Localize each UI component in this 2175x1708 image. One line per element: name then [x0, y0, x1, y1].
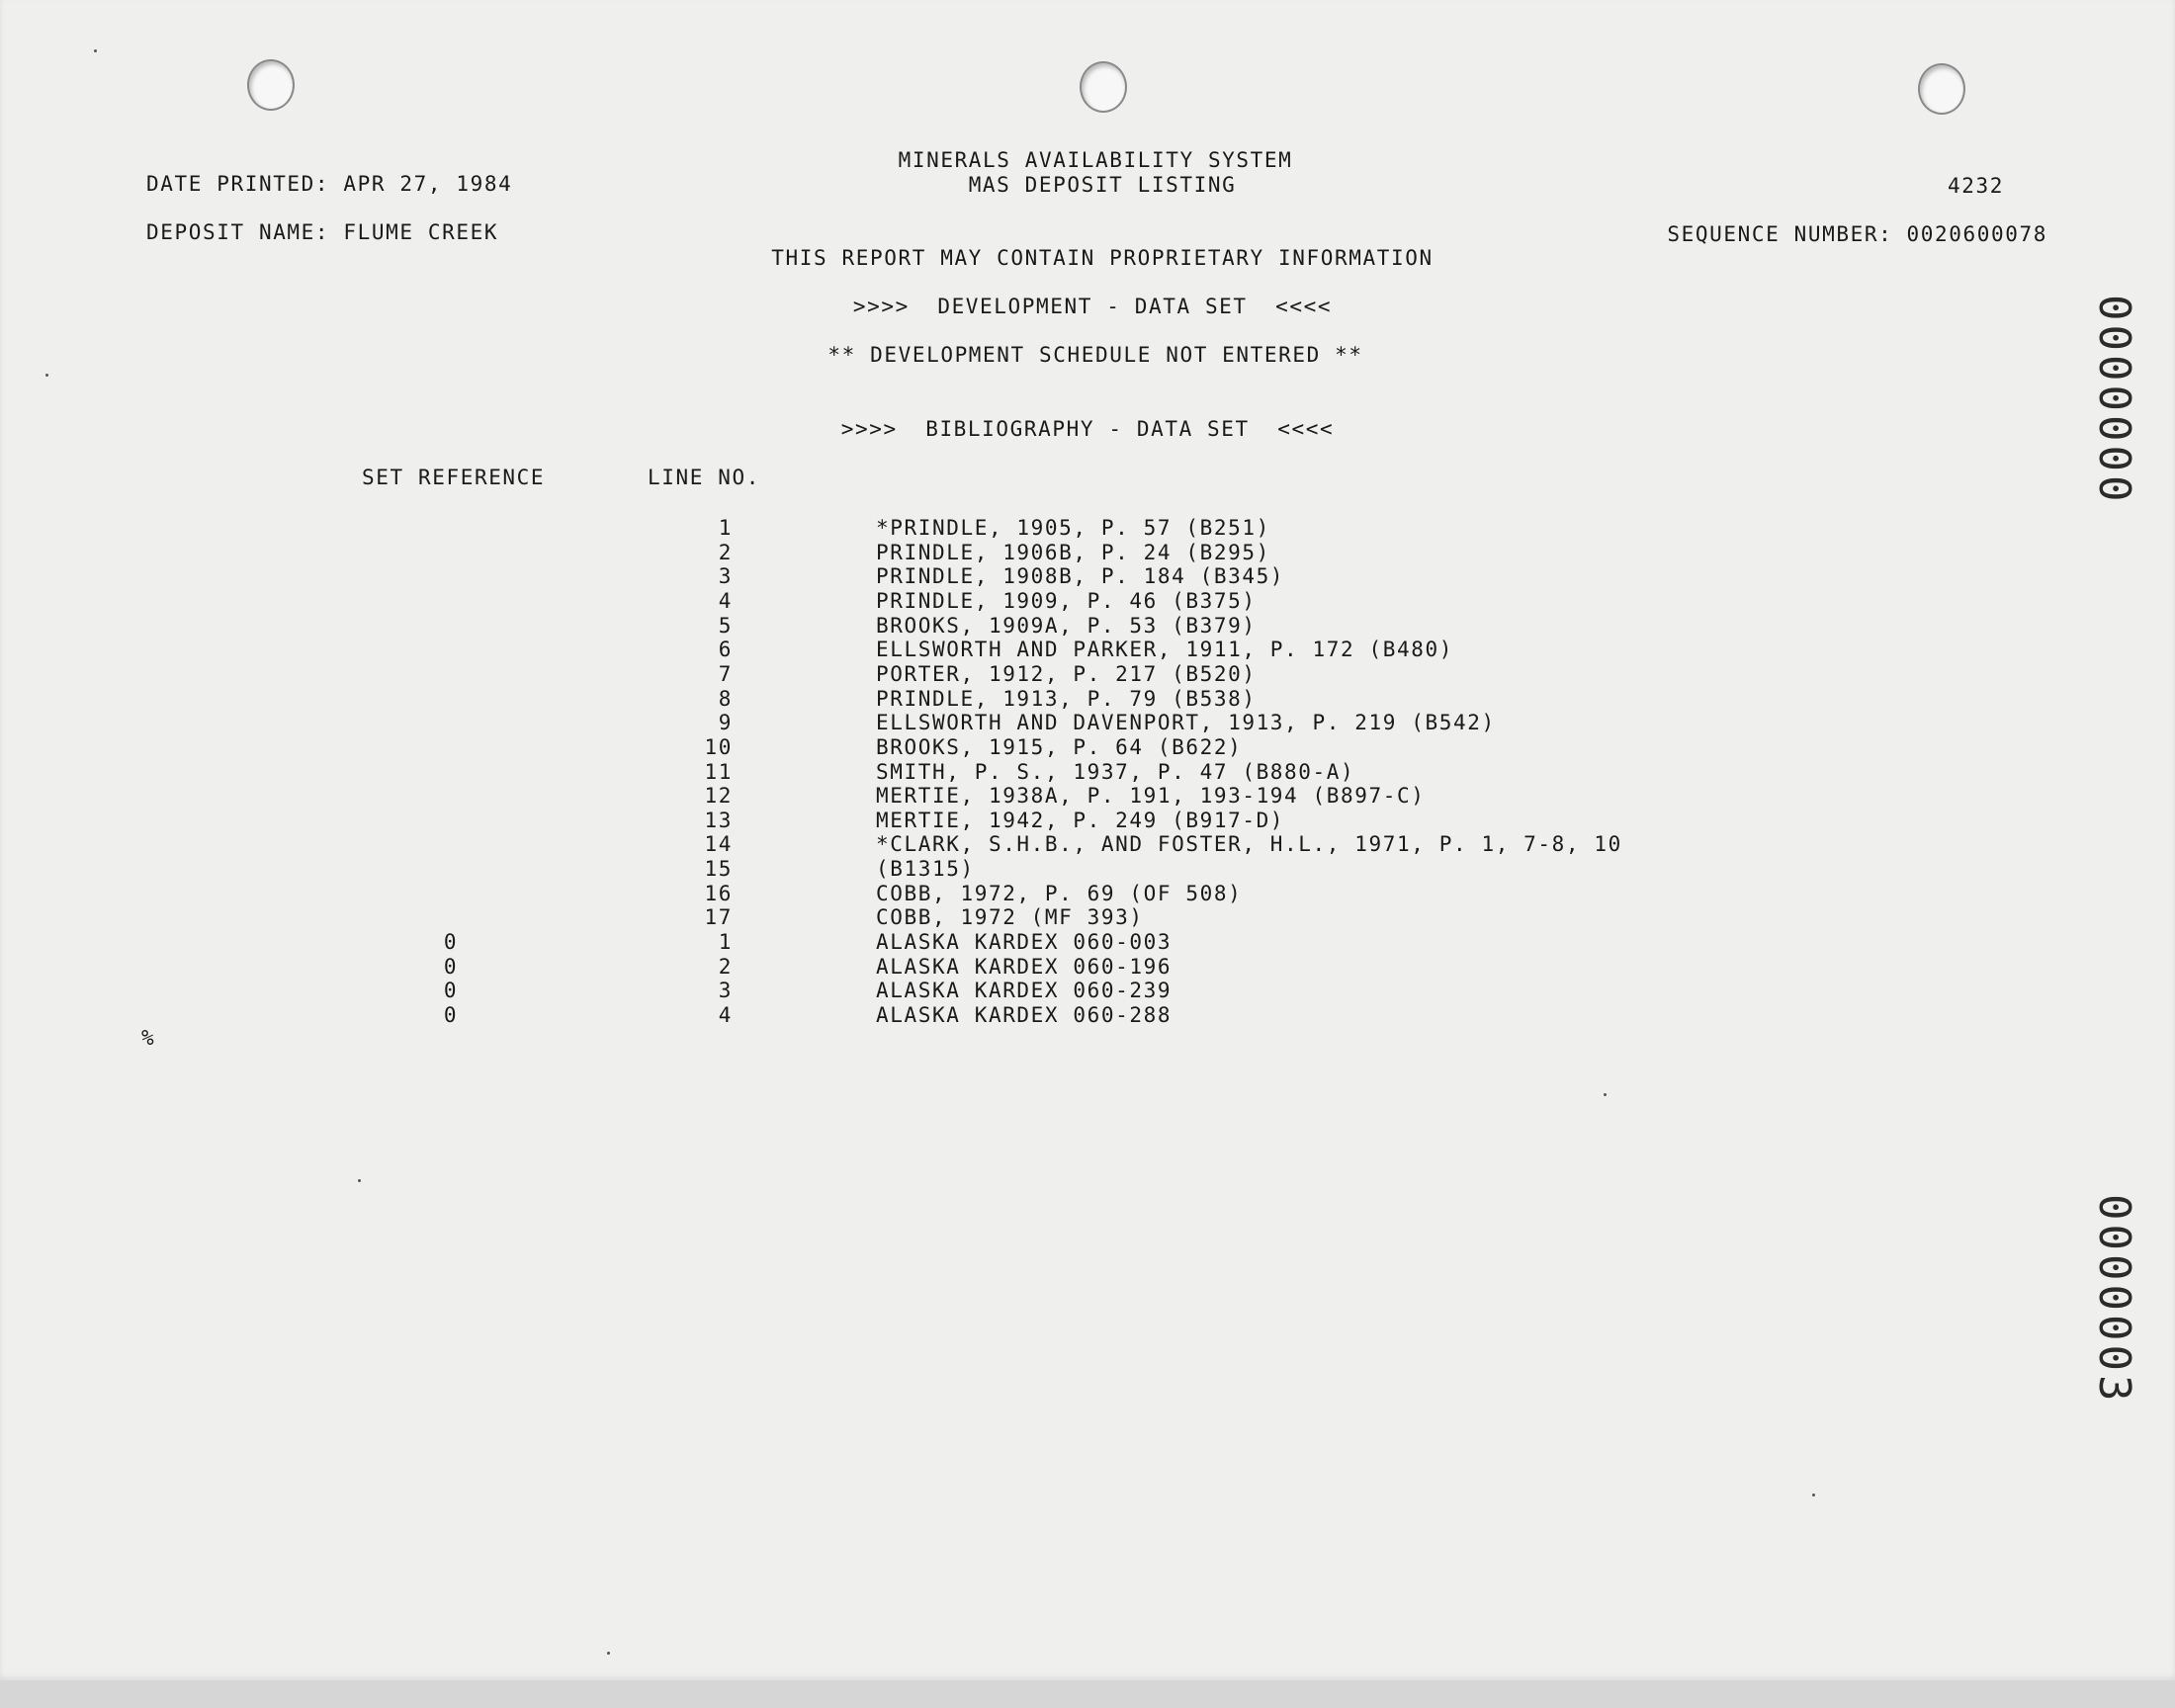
line-number-cell: 4: [718, 1003, 733, 1027]
line-number-cell: 3: [718, 564, 733, 589]
reference-text-cell: ALASKA KARDEX 060-239: [876, 979, 1173, 1003]
microfiche-stamp-upper: 0000000: [2089, 295, 2139, 506]
bibliography-row: [0, 735, 2175, 760]
page-number: 4232: [1948, 174, 2004, 198]
paper-speck: [607, 1652, 610, 1655]
reference-text-cell: COBB, 1972 (MF 393): [876, 905, 1144, 930]
set-reference-cell: 0: [443, 954, 459, 979]
bibliography-row: [0, 857, 2175, 882]
date-printed: DATE PRINTED: APR 27, 1984: [146, 172, 513, 196]
reference-text-cell: PRINDLE, 1913, P. 79 (B538): [876, 686, 1257, 711]
bibliography-row: [0, 564, 2175, 589]
deposit-name: DEPOSIT NAME: FLUME CREEK: [146, 220, 499, 244]
reference-text-cell: ALASKA KARDEX 060-196: [876, 954, 1173, 979]
bibliography-row: [0, 979, 2175, 1003]
line-number-cell: 8: [718, 686, 733, 711]
line-number-cell: 6: [718, 638, 733, 662]
bibliography-row: [0, 614, 2175, 639]
reference-text-cell: *PRINDLE, 1905, P. 57 (B251): [876, 516, 1270, 540]
bibliography-row: [0, 832, 2175, 857]
bibliography-row: [0, 760, 2175, 785]
bibliography-row: [0, 541, 2175, 565]
line-number-cell: 1: [718, 516, 733, 540]
reference-text-cell: COBB, 1972, P. 69 (OF 508): [876, 881, 1243, 905]
reference-text-cell: MERTIE, 1942, P. 249 (B917-D): [876, 808, 1285, 832]
line-number-cell: 16: [704, 881, 733, 905]
line-number-cell: 15: [704, 857, 733, 882]
bibliography-row: [0, 662, 2175, 687]
sequence-number: SEQUENCE NUMBER: 0020600078: [1667, 222, 2047, 246]
line-number-cell: 2: [718, 540, 733, 564]
bibliography-row: [0, 784, 2175, 809]
bibliography-row: [0, 1003, 2175, 1028]
microfiche-stamp-lower: 0000003: [2089, 1194, 2139, 1406]
proprietary-notice: THIS REPORT MAY CONTAIN PROPRIETARY INFORMATION: [771, 246, 1434, 270]
reference-text-cell: ELLSWORTH AND DAVENPORT, 1913, P. 219 (B542): [876, 711, 1496, 735]
paper-speck: [358, 1179, 361, 1182]
reference-text-cell: *CLARK, S.H.B., AND FOSTER, H.L., 1971, P. 1, 7-8, 10: [876, 832, 1622, 857]
bibliography-row: [0, 638, 2175, 662]
punch-hole-center: [1080, 61, 1127, 113]
reference-text-cell: PRINDLE, 1909, P. 46 (B375): [876, 588, 1257, 613]
bibliography-row: [0, 955, 2175, 980]
line-number-cell: 1: [718, 930, 733, 955]
listing-title: MAS DEPOSIT LISTING: [968, 173, 1237, 197]
punch-hole-left: [247, 59, 295, 111]
bibliography-row: [0, 905, 2175, 930]
line-number-cell: 10: [704, 734, 733, 759]
bibliography-row: [0, 809, 2175, 833]
line-number-cell: 13: [704, 808, 733, 832]
line-number-cell: 12: [704, 784, 733, 809]
line-number-cell: 7: [718, 661, 733, 686]
footer-mark: %: [141, 1026, 156, 1050]
development-note: ** DEVELOPMENT SCHEDULE NOT ENTERED **: [827, 343, 1363, 367]
column-header-line-no: LINE NO.: [648, 466, 760, 489]
reference-text-cell: BROOKS, 1909A, P. 53 (B379): [876, 613, 1257, 638]
line-number-cell: 3: [718, 979, 733, 1003]
line-number-cell: 5: [718, 613, 733, 638]
reference-text-cell: PRINDLE, 1908B, P. 184 (B345): [876, 564, 1285, 589]
paper-speck: [94, 49, 97, 52]
line-number-cell: 4: [718, 588, 733, 613]
bibliography-row: [0, 687, 2175, 712]
paper-speck: [1604, 1093, 1607, 1096]
bibliography-row: [0, 711, 2175, 735]
reference-text-cell: ALASKA KARDEX 060-288: [876, 1003, 1173, 1027]
reference-text-cell: SMITH, P. S., 1937, P. 47 (B880-A): [876, 759, 1355, 784]
reference-text-cell: BROOKS, 1915, P. 64 (B622): [876, 734, 1243, 759]
line-number-cell: 17: [704, 905, 733, 930]
reference-text-cell: PRINDLE, 1906B, P. 24 (B295): [876, 540, 1270, 564]
line-number-cell: 9: [718, 711, 733, 735]
line-number-cell: 14: [704, 832, 733, 857]
set-reference-cell: 0: [443, 979, 459, 1003]
development-heading: >>>> DEVELOPMENT - DATA SET <<<<: [852, 295, 1333, 318]
scan-bottom-edge: [0, 1680, 2175, 1708]
bibliography-row: [0, 516, 2175, 541]
paper-speck: [1812, 1494, 1815, 1496]
reference-text-cell: ELLSWORTH AND PARKER, 1911, P. 172 (B480): [876, 638, 1453, 662]
line-number-cell: 11: [704, 759, 733, 784]
reference-text-cell: PORTER, 1912, P. 217 (B520): [876, 661, 1257, 686]
bibliography-heading: >>>> BIBLIOGRAPHY - DATA SET <<<<: [840, 417, 1335, 441]
reference-text-cell: MERTIE, 1938A, P. 191, 193-194 (B897-C): [876, 784, 1426, 809]
system-title: MINERALS AVAILABILITY SYSTEM: [898, 148, 1293, 172]
paper-speck: [45, 374, 48, 377]
set-reference-cell: 0: [443, 930, 459, 955]
reference-text-cell: (B1315): [876, 857, 975, 882]
set-reference-cell: 0: [443, 1003, 459, 1027]
bibliography-row: [0, 930, 2175, 955]
bibliography-row: [0, 589, 2175, 614]
punch-hole-right: [1918, 63, 1965, 115]
bibliography-row: [0, 882, 2175, 906]
reference-text-cell: ALASKA KARDEX 060-003: [876, 930, 1173, 955]
line-number-cell: 2: [718, 954, 733, 979]
column-header-set-reference: SET REFERENCE: [362, 466, 546, 489]
